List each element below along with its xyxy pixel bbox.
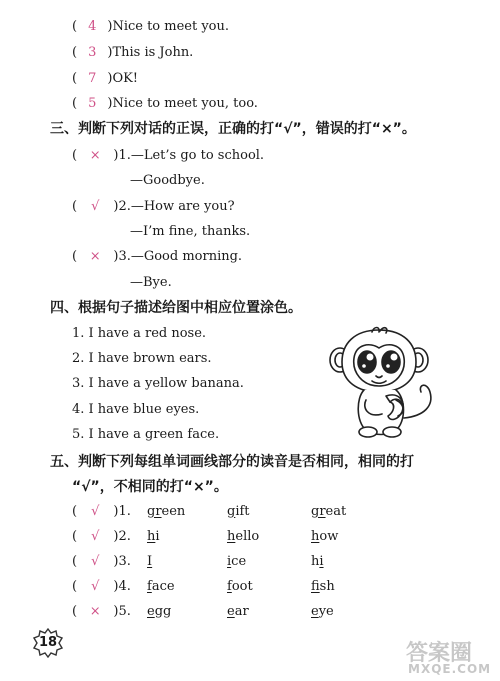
mark-value: ×: [89, 604, 101, 619]
word-part: ift: [235, 504, 250, 519]
monkey-illustration: [326, 326, 444, 444]
dialog-3-line-2: —Bye.: [130, 275, 172, 290]
word-part: ello: [235, 529, 260, 544]
dialog-1-line-1: ( × )1.—Let’s go to school.: [72, 148, 265, 163]
color-item-4: 4. I have blue eyes.: [72, 402, 200, 417]
color-item-3: 3. I have a yellow banana.: [72, 376, 244, 391]
underlined-part: g: [227, 504, 236, 519]
matching-row-2: ( 3 )This is John.: [72, 45, 194, 60]
section-4-title: 四、根据句子描述给图中相应位置涂色。: [50, 300, 302, 316]
underlined-part: gr: [147, 504, 162, 519]
watermark-url: MXQE.COM: [408, 662, 492, 676]
page-number: 18: [38, 635, 58, 650]
word-1: [147, 504, 185, 520]
answer-value: 5: [88, 96, 97, 111]
word-3: [311, 504, 346, 520]
section-5-title-line-2: “√”，不相同的打“×”。: [72, 479, 228, 495]
word-part: ce: [231, 554, 247, 569]
mark-value: √: [91, 504, 100, 519]
dialog-text: —Good morning.: [130, 249, 243, 264]
dialog-1-line-2: —Goodbye.: [130, 173, 205, 188]
phonics-row-4: ( √ )4.: [72, 579, 131, 594]
word-part: gg: [154, 604, 172, 619]
answer-value: 4: [88, 19, 97, 34]
word-3: [311, 529, 338, 545]
sentence-text: This is John.: [112, 45, 194, 60]
word-2: [227, 579, 253, 595]
item-number: 2.: [118, 199, 131, 214]
word-1: [147, 554, 152, 570]
word-1: [147, 604, 171, 620]
word-1: [147, 529, 160, 545]
dialog-2-line-2: —I’m fine, thanks.: [130, 224, 251, 239]
underlined-part: i: [227, 554, 232, 569]
mark-value: √: [91, 199, 100, 214]
word-2: [227, 604, 249, 620]
word-part: ye: [318, 604, 334, 619]
mark-value: √: [91, 579, 100, 594]
underlined-part: h: [227, 529, 236, 544]
mark-value: √: [91, 554, 100, 569]
mark-value: √: [91, 529, 100, 544]
underlined-part: I: [147, 554, 153, 569]
word-part: ish: [319, 579, 335, 594]
sentence-text: Nice to meet you.: [112, 19, 230, 34]
phonics-row-3: ( √ )3.: [72, 554, 131, 569]
word-part: ar: [234, 604, 249, 619]
item-number: 4.: [118, 579, 131, 594]
underlined-part: f: [147, 579, 152, 594]
color-item-1: 1. I have a red nose.: [72, 326, 207, 341]
watermark-text: 答案圈: [406, 641, 473, 666]
answer-value: 3: [88, 45, 97, 60]
dialog-text: —How are you?: [130, 199, 235, 214]
word-part: ace: [151, 579, 175, 594]
word-3: [311, 579, 335, 595]
matching-row-3: ( 7 )OK!: [72, 71, 139, 86]
item-number: 3.: [118, 249, 131, 264]
watermark-logo: [404, 636, 496, 680]
dialog-2-line-1: ( √ )2.—How are you?: [72, 199, 235, 214]
matching-row-4: ( 5 )Nice to meet you, too.: [72, 96, 258, 111]
page-number-badge: [33, 628, 63, 658]
underlined-part: f: [311, 579, 320, 594]
phonics-row-5: ( × )5.: [72, 604, 131, 619]
word-2: [227, 529, 259, 545]
underlined-part: f: [227, 579, 232, 594]
phonics-row-2: ( √ )2.: [72, 529, 131, 544]
answer-value: 7: [88, 71, 97, 86]
word-part: oot: [231, 579, 253, 594]
dialog-text: —Let’s go to school.: [130, 148, 265, 163]
word-part: i: [155, 529, 160, 544]
mark-value: ×: [89, 148, 101, 163]
section-5-title-line-1: 五、判断下列每组单词画线部分的读音是否相同，相同的打: [50, 454, 414, 470]
underlined-part: e: [147, 604, 155, 619]
color-item-2: 2. I have brown ears.: [72, 351, 212, 366]
word-3: [311, 554, 324, 570]
matching-row-1: ( 4 )Nice to meet you.: [72, 19, 230, 34]
item-number: 1.: [118, 504, 131, 519]
word-2: [227, 504, 250, 520]
dialog-3-line-1: ( × )3.—Good morning.: [72, 249, 243, 264]
phonics-row-1: ( √ )1.: [72, 504, 131, 519]
word-part: h: [311, 554, 320, 569]
item-number: 3.: [118, 554, 131, 569]
sentence-text: OK!: [112, 71, 139, 86]
item-number: 5.: [118, 604, 131, 619]
color-item-5: 5. I have a green face.: [72, 427, 220, 442]
word-1: [147, 579, 175, 595]
mark-value: ×: [89, 249, 101, 264]
underlined-part: gr: [311, 504, 326, 519]
word-part: een: [161, 504, 186, 519]
sentence-text: Nice to meet you, too.: [112, 96, 258, 111]
word-part: ow: [319, 529, 339, 544]
underlined-part: h: [311, 529, 320, 544]
word-part: eat: [325, 504, 347, 519]
item-number: 2.: [118, 529, 131, 544]
underlined-part: h: [147, 529, 156, 544]
item-number: 1.: [118, 148, 131, 163]
underlined-part: i: [319, 554, 324, 569]
word-2: [227, 554, 246, 570]
word-3: [311, 604, 334, 620]
underlined-part: e: [227, 604, 235, 619]
underlined-part: e: [311, 604, 319, 619]
section-3-title: 三、判断下列对话的正误，正确的打“√”，错误的打“×”。: [50, 121, 416, 137]
